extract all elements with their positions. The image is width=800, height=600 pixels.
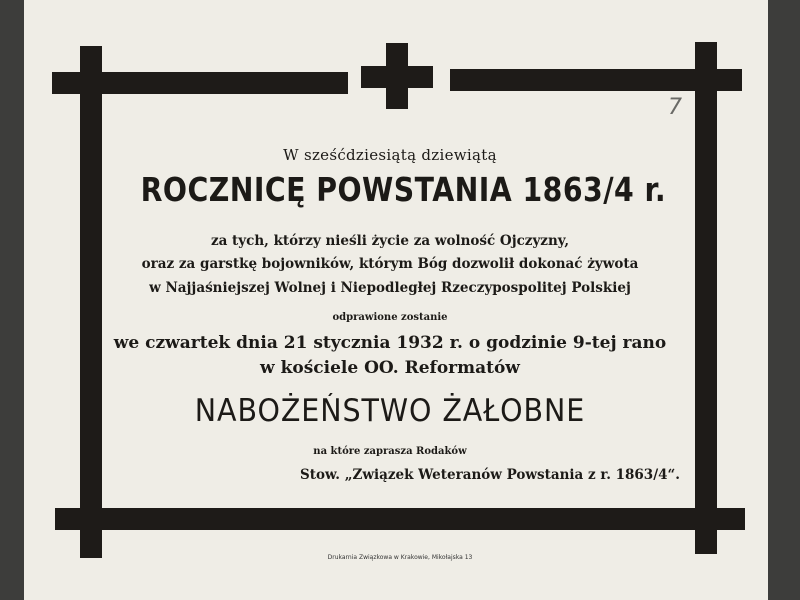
dedication-line-1: za tych, którzy nieśli życie za wolność Ojczyzny, [210,233,570,249]
main-headline: ROCZNICĘ POWSTANIA 1863/4 r. [140,170,667,209]
page-number: 7 [668,95,682,120]
frame-bottom-bar [55,508,745,530]
cross-horizontal [361,66,433,88]
intro-line: W sześćdziesiątą dziewiątą [283,146,497,164]
signature-line: Stow. „Związek Weteranów Powstania z r. 1863/4“. [300,467,680,483]
dedication-line-3: w Najjaśniejszej Wolnej i Niepodległej Rzeczypospolitej Polskiej [149,280,631,296]
date-time-line: we czwartek dnia 21 stycznia 1932 r. o godzinie 9-tej rano [113,333,667,353]
celebration-note: odprawione zostanie [332,312,448,323]
frame-left-bar [80,46,102,558]
invitation-line: na które zaprasza Rodaków [313,446,467,457]
dedication-line-2: oraz za garstkę bojowników, którym Bóg dozwolił dokonać żywota [141,256,639,272]
service-headline: NABOŻEŃSTWO ŻAŁOBNE [194,393,586,429]
frame-right-bar [695,42,717,554]
printer-imprint: Drukarnia Związkowa w Krakowie, Mikołajska 13 [327,554,473,561]
location-line: w kościele OO. Reformatów [260,358,520,378]
